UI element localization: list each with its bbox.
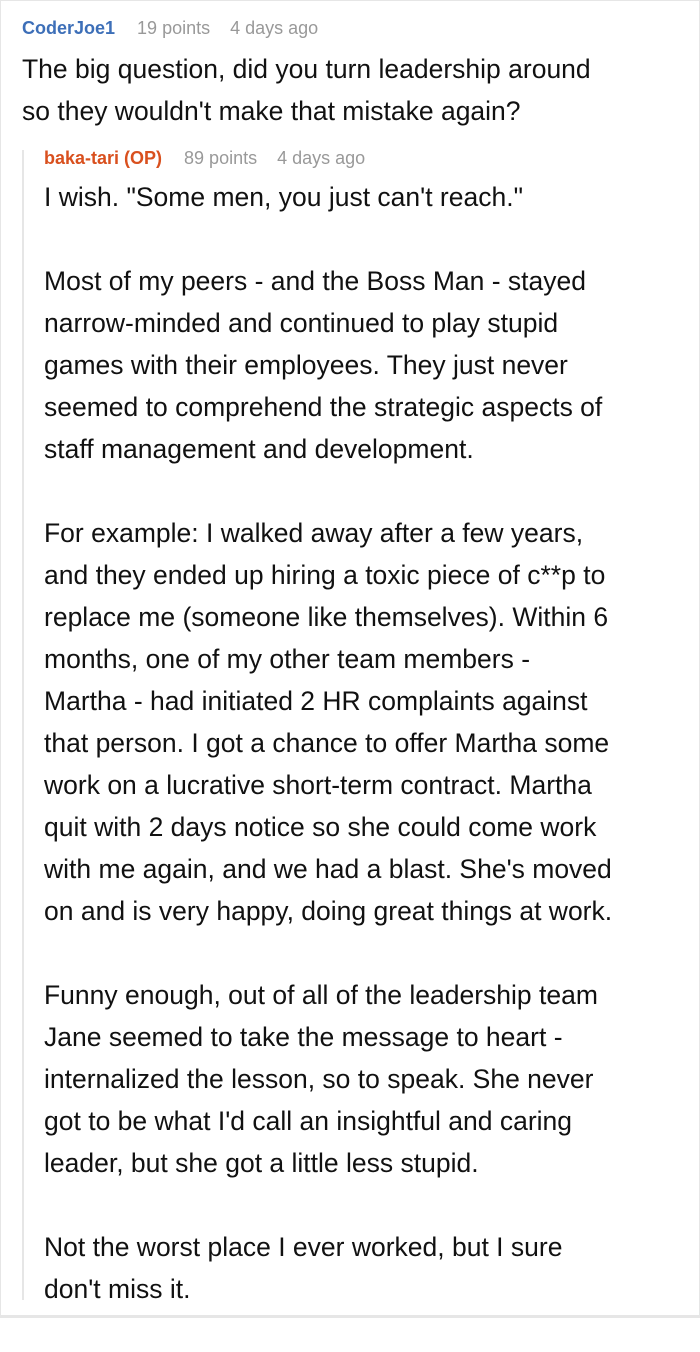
points: 19 points — [137, 18, 211, 38]
reply-paragraph — [44, 176, 612, 218]
points: 89 points — [184, 148, 258, 168]
reply-paragraph — [44, 512, 612, 932]
reply-line: Jane seemed to take the message to heart - — [44, 1022, 563, 1052]
reply-line: games with their employees. They just never — [44, 350, 568, 380]
reply-line: Most of my peers - and the Boss Man - stayed — [44, 266, 587, 296]
thread-line[interactable] — [22, 150, 24, 1300]
username-link[interactable]: baka-tari (OP) — [44, 148, 163, 168]
timestamp[interactable]: 4 days ago — [230, 18, 319, 38]
reply-line: with me again, and we had a blast. She's moved — [44, 854, 612, 884]
comment-line: The big question, did you turn leadership around — [22, 54, 591, 84]
reply-line: work on a lucrative short-term contract. Martha — [44, 770, 592, 800]
comment-line: so they wouldn't make that mistake again? — [22, 96, 521, 126]
reply-line: months, one of my other team members - — [44, 644, 531, 674]
reply-line: got to be what I'd call an insightful and caring — [44, 1106, 573, 1136]
reply-line: don't miss it. — [44, 1274, 191, 1304]
reply-paragraph — [44, 260, 612, 470]
username-link[interactable]: CoderJoe1 — [22, 18, 116, 38]
reply-line: staff management and development. — [44, 434, 474, 464]
reply-line: Funny enough, out of all of the leadership team — [44, 980, 598, 1010]
reply-paragraph — [44, 974, 612, 1184]
reply-line: internalized the lesson, so to speak. She never — [44, 1064, 594, 1094]
reply-header — [44, 148, 365, 169]
reply-line: replace me (someone like themselves). Within 6 — [44, 602, 609, 632]
reply-body — [44, 176, 612, 1352]
reply-line: leader, but she got a little less stupid. — [44, 1148, 479, 1178]
reply-line: quit with 2 days notice so she could come work — [44, 812, 597, 842]
reply-line: narrow-minded and continued to play stupid — [44, 308, 559, 338]
reply-paragraph — [44, 1226, 612, 1310]
reply-line: and they ended up hiring a toxic piece of c**p to — [44, 560, 606, 590]
reply-line: that person. I got a chance to offer Martha some — [44, 728, 610, 758]
comment-header — [22, 18, 318, 39]
comment-body — [22, 48, 591, 132]
reply-line: Not the worst place I ever worked, but I sure — [44, 1232, 563, 1262]
reply-line: I wish. "Some men, you just can't reach." — [44, 182, 523, 212]
reply-line: seemed to comprehend the strategic aspects of — [44, 392, 603, 422]
timestamp[interactable]: 4 days ago — [277, 148, 366, 168]
reply-line: Martha - had initiated 2 HR complaints against — [44, 686, 588, 716]
reply-line: For example: I walked away after a few years, — [44, 518, 584, 548]
reply-line: on and is very happy, doing great things at work. — [44, 896, 613, 926]
